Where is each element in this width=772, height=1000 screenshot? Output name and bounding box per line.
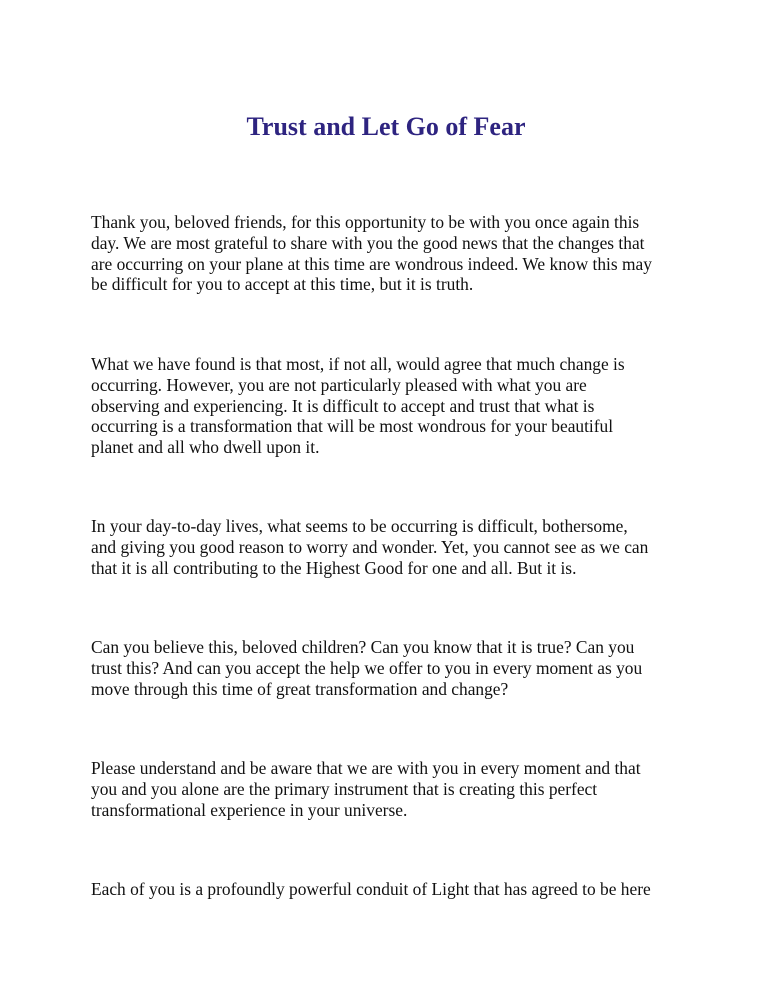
- paragraph-line: observing and experiencing. It is difficult to accept and trust that what is: [91, 395, 595, 416]
- paragraph-line: occurring is a transformation that will be most wondrous for your beautiful: [91, 416, 614, 437]
- paragraph-line: transformational experience in your universe.: [91, 799, 408, 820]
- paragraph-line: that it is all contributing to the Highest Good for one and all. But it is.: [91, 557, 577, 578]
- paragraph-line: What we have found is that most, if not all, would agree that much change is: [91, 354, 625, 374]
- paragraph-line: Each of you is a profoundly powerful conduit of Light that has agreed to be here: [91, 879, 651, 899]
- paragraph-line: trust this? And can you accept the help we offer to you in every moment as you: [91, 657, 643, 678]
- paragraph-line: planet and all who dwell upon it.: [91, 437, 320, 458]
- paragraph-line: Thank you, beloved friends, for this opportunity to be with you once again this: [91, 212, 640, 232]
- paragraph-2: [91, 354, 691, 458]
- paragraph-line: move through this time of great transformation and change?: [91, 678, 509, 699]
- paragraph-1: [91, 212, 691, 295]
- paragraph-line: and giving you good reason to worry and wonder. Yet, you cannot see as we can: [91, 536, 649, 557]
- paragraph-line: you and you alone are the primary instrument that is creating this perfect: [91, 778, 598, 799]
- paragraph-line: are occurring on your plane at this time are wondrous indeed. We know this may: [91, 253, 652, 274]
- paragraph-3: [91, 516, 691, 578]
- paragraph-line: In your day-to-day lives, what seems to be occurring is difficult, bothersome,: [91, 516, 628, 536]
- paragraph-line: Can you believe this, beloved children? Can you know that it is true? Can you: [91, 637, 635, 657]
- paragraph-4: [91, 637, 691, 699]
- page-title: Trust and Let Go of Fear: [246, 112, 526, 141]
- paragraph-line: occurring. However, you are not particularly pleased with what you are: [91, 374, 587, 395]
- paragraph-line: day. We are most grateful to share with you the good news that the changes that: [91, 232, 645, 253]
- paragraph-6: [91, 879, 691, 900]
- paragraph-5: [91, 758, 691, 820]
- paragraph-line: Please understand and be aware that we are with you in every moment and that: [91, 758, 641, 778]
- paragraph-line: be difficult for you to accept at this time, but it is truth.: [91, 274, 474, 295]
